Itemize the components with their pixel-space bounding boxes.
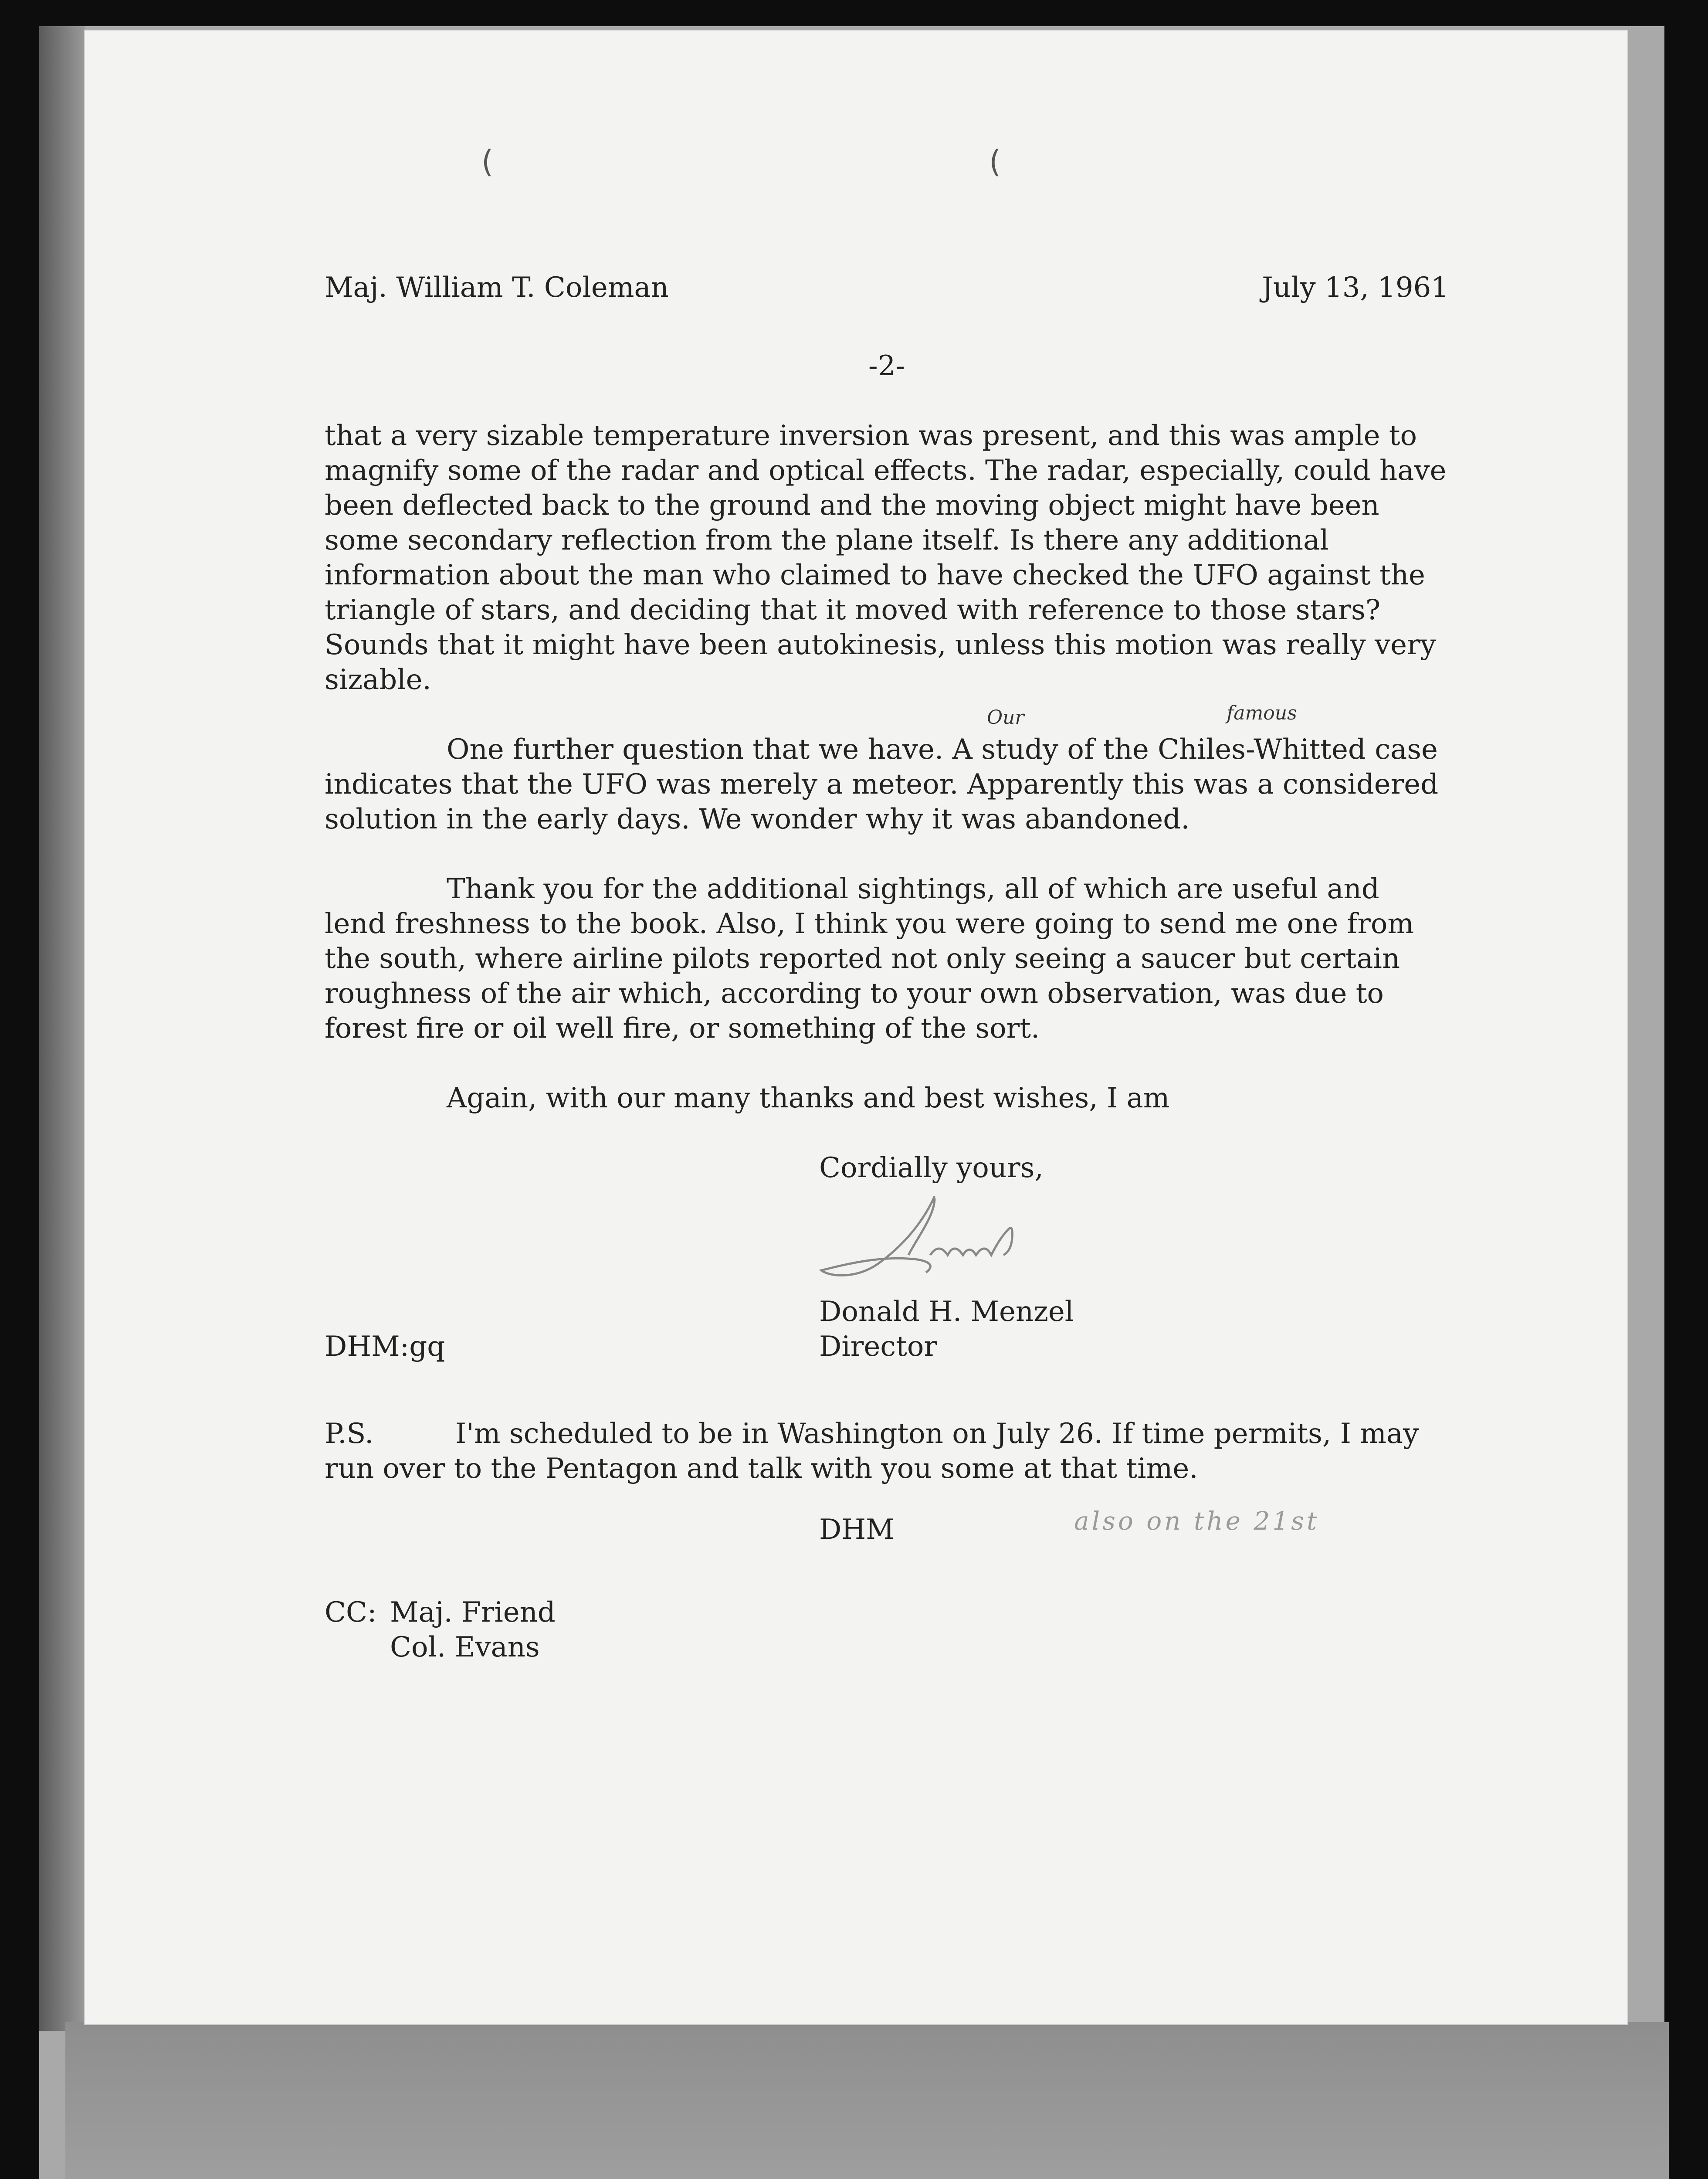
paragraph-2-wrapper [325, 702, 1449, 837]
page-edge-shadow [39, 26, 85, 2031]
signature-area [325, 1185, 1449, 1294]
handwritten-insert-famous: famous [1227, 702, 1297, 724]
closing: Cordially yours, [819, 1152, 1044, 1184]
signer-title: Director [819, 1330, 937, 1363]
paragraph-4: Again, with our many thanks and best wishes, I am [447, 1082, 1170, 1114]
ps-initials-row [325, 1506, 1449, 1547]
scan-lower-area [65, 2022, 1669, 2179]
letter-date: July 13, 1961 [1262, 272, 1449, 304]
handwritten-insert-our: Our [987, 706, 1024, 729]
handwritten-signature [804, 1190, 1048, 1294]
cc-block [325, 1595, 1449, 1665]
postscript [325, 1416, 1449, 1486]
signer-block [325, 1294, 1449, 1364]
cc-recipient: Maj. Friend [390, 1596, 556, 1629]
punch-mark: ( [989, 144, 1001, 180]
page-number: -2- [868, 350, 905, 382]
handwritten-margin-note: also on the 21st [1074, 1506, 1320, 1536]
paragraph-3: Thank you for the additional sightings, all of which are useful and lend freshness to the book. Also, I think you were going to send me one from the south, where airline pilots reported not only seeing a saucer but certain roughness of the air which, according to your own observation, was due to forest fire or oil well fire, or something of the sort. [325, 873, 1414, 1045]
signer-name: Donald H. Menzel [819, 1296, 1074, 1328]
paragraph-2: One further question that we have. A study of the Chiles-Whitted case indicates that the UFO was merely a meteor. Apparently this was a considered solution in the early days. We wonder why it was abandoned. [325, 733, 1439, 835]
paragraph-1: that a very sizable temperature inversion was present, and this was ample to magnify some of the radar and optical effects. The radar, especially, could have been deflected back to the ground and the moving object might have been some secondary reflection from the plane itself. Is there any additional information about the man who claimed to have checked the UFO against the triangle of stars, and deciding that it moved with reference to those stars? Sounds that it might have been autokinesis, unless this motion was really very sizable. [325, 420, 1447, 696]
ps-initials: DHM [819, 1514, 895, 1546]
typist-initials: DHM:gq [325, 1330, 445, 1363]
cc-recipient: Col. Evans [390, 1631, 540, 1663]
ps-text: I'm scheduled to be in Washington on July 26. If time permits, I may run over to the Pentagon and talk with you some at that time. [325, 1418, 1419, 1485]
ps-label: P.S. [325, 1418, 374, 1450]
recipient-name: Maj. William T. Coleman [325, 272, 669, 304]
letter-header [325, 270, 1449, 305]
punch-mark: ( [481, 144, 494, 180]
letter-body [325, 270, 1449, 1665]
cc-label: CC: [325, 1596, 377, 1629]
